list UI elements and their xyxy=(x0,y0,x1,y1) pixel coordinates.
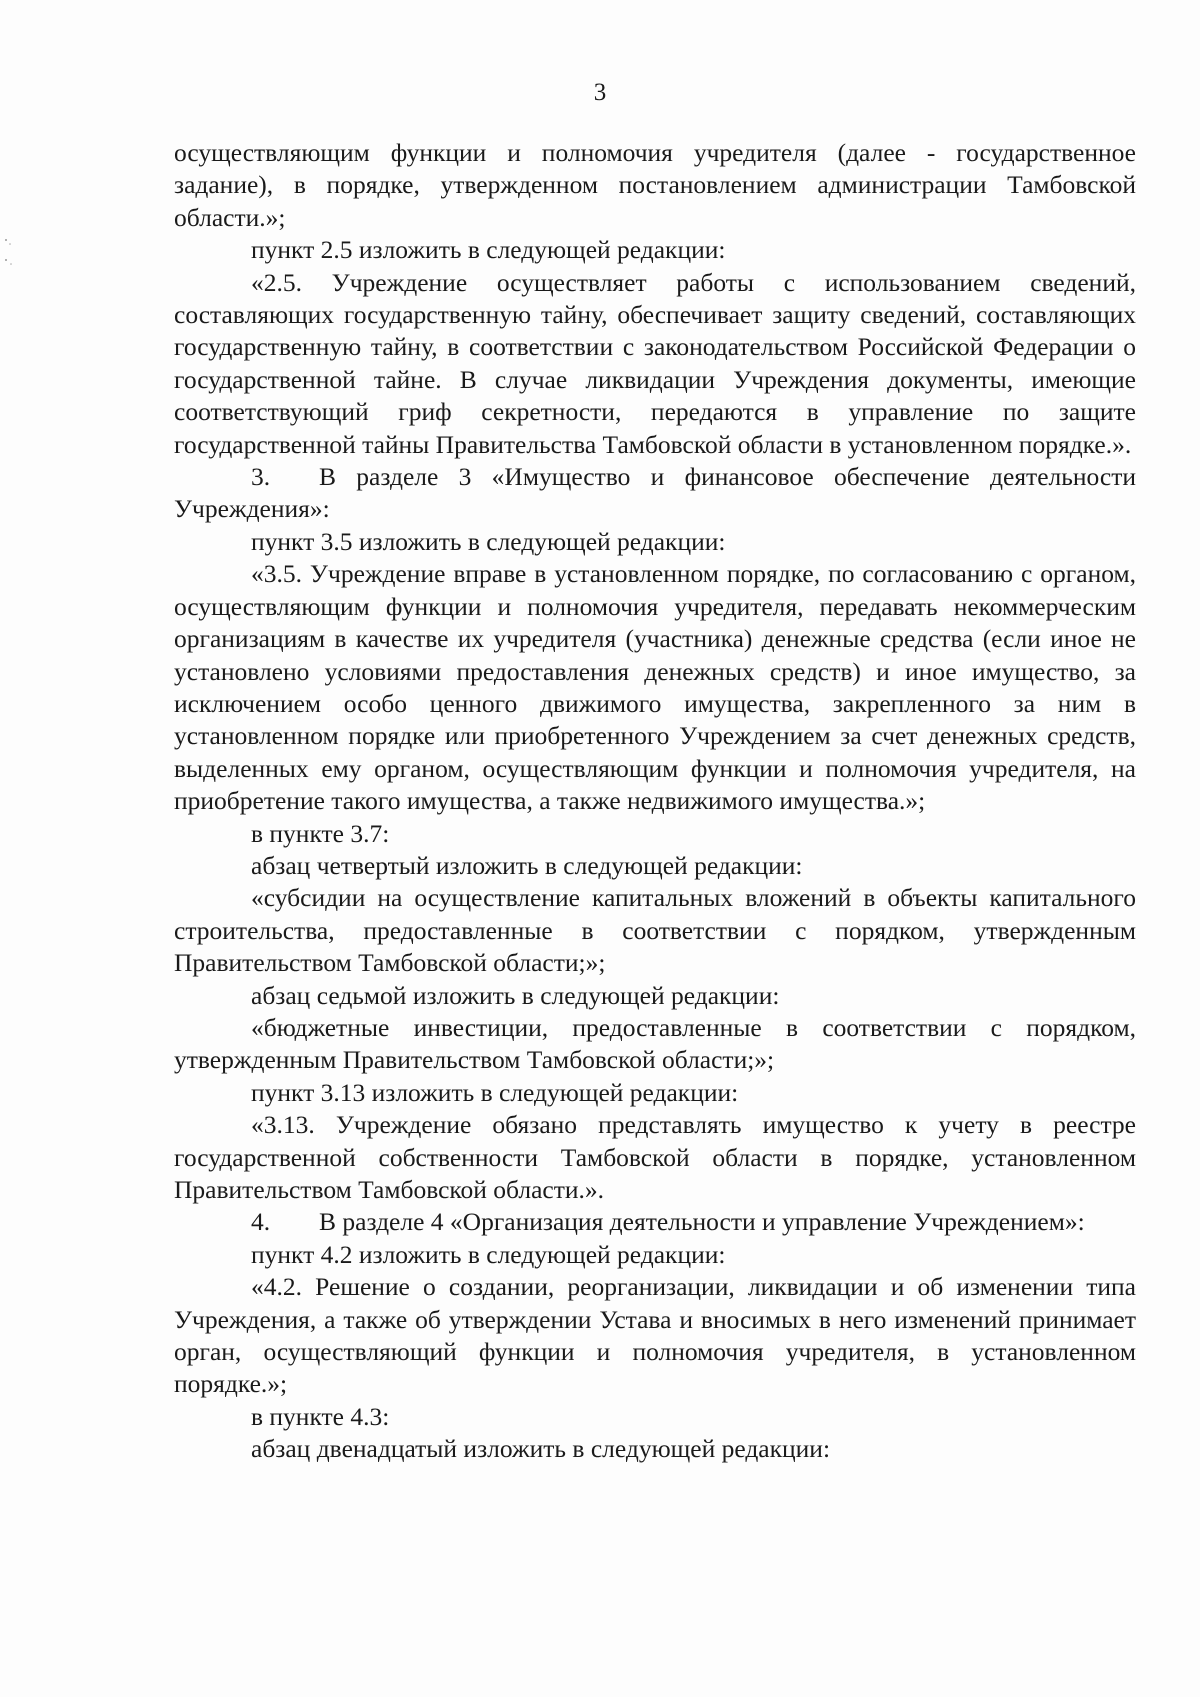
section-4-text: В разделе 4 «Организация деятельности и управление Учреждением»: xyxy=(319,1207,1085,1237)
paragraph-continuation: осуществляющим функции и полномочия учредителя (далее - государственное задание), в порядке, утвержденном постановлением администрации Тамбовской области.»; xyxy=(174,138,1136,232)
section-4-number: 4. xyxy=(251,1207,271,1237)
paragraph-clause-3-5-text: «3.5. Учреждение вправе в установленном порядке, по согласованию с органом, осуществляющим функции и полномочия учредителя, передавать некоммерческим организациям в качестве их учредителя (участника) денежные средства (если иное не установлено условиями предоставления денежных средств) и иное имущество, за исключением особо ценного движимого имущества, закрепленного за ним в установленном порядке или приобретенного Учреждением за счет денежных средств, выделенных ему органом, осуществляющим функции и полномочия учредителя, на приобретение такого имущества, а также недвижимого имущества.»; xyxy=(174,559,1136,816)
paragraph-clause-4-3-intro: в пункте 4.3: xyxy=(251,1401,390,1431)
paragraph-clause-3-7-abz7-text: «бюджетные инвестиции, предоставленные в соответствии с порядком, утвержденным Правительством Тамбовской области;»; xyxy=(174,1012,1136,1075)
paragraph-section-4 xyxy=(174,1206,1136,1238)
paragraph-section-3 xyxy=(174,461,1136,526)
paragraph-clause-3-13-intro: пункт 3.13 изложить в следующей редакции: xyxy=(251,1077,739,1107)
paragraph-clause-4-3-abz12-intro: абзац двенадцатый изложить в следующей редакции: xyxy=(251,1434,831,1464)
paragraph-clause-3-7-intro: в пункте 3.7: xyxy=(251,818,390,848)
paragraph-clause-3-7-abz4-intro: абзац четвертый изложить в следующей редакции: xyxy=(251,850,803,880)
paragraph-clause-3-7-abz4-text: «субсидии на осуществление капитальных вложений в объекты капитального строительства, предоставленные в соответствии с порядком, утвержденным Правительством Тамбовской области;»; xyxy=(174,883,1136,978)
paragraph-clause-4-2-text: «4.2. Решение о создании, реорганизации, ликвидации и об изменении типа Учреждения, а также об утверждении Устава и вносимых в него изменений принимает орган, осуществляющий функции и полномочия учредителя, в установленном порядке.»; xyxy=(174,1272,1136,1399)
paragraph-clause-2-5-intro: пункт 2.5 изложить в следующей редакции: xyxy=(251,235,726,265)
scan-margin-marks xyxy=(0,230,20,290)
paragraph-clause-3-5-intro: пункт 3.5 изложить в следующей редакции: xyxy=(251,526,726,556)
document-body xyxy=(174,137,1136,1466)
paragraph-clause-4-2-intro: пункт 4.2 изложить в следующей редакции: xyxy=(251,1239,726,1269)
paragraph-clause-3-7-abz7-intro: абзац седьмой изложить в следующей редакции: xyxy=(251,980,780,1010)
paragraph-clause-3-13-text: «3.13. Учреждение обязано представлять имущество к учету в реестре государственной собственности Тамбовской области в порядке, установленном Правительством Тамбовской области.». xyxy=(174,1110,1136,1204)
section-3-number: 3. xyxy=(251,462,271,492)
page-number: 3 xyxy=(593,79,607,106)
section-3-text: В разделе 3 «Имущество и финансовое обеспечение деятельности Учреждения»: xyxy=(174,462,1136,524)
paragraph-clause-2-5-text: «2.5. Учреждение осуществляет работы с использованием сведений, составляющих государственную тайну, обеспечивает защиту сведений, составляющих государственную тайну, в соответствии с законодательством Российской Федерации о государственной тайне. В случае ликвидации Учреждения документы, имеющие соответствующий гриф секретности, передаются в управление по защите государственной тайны Правительства Тамбовской области в установленном порядке.». xyxy=(174,267,1136,459)
